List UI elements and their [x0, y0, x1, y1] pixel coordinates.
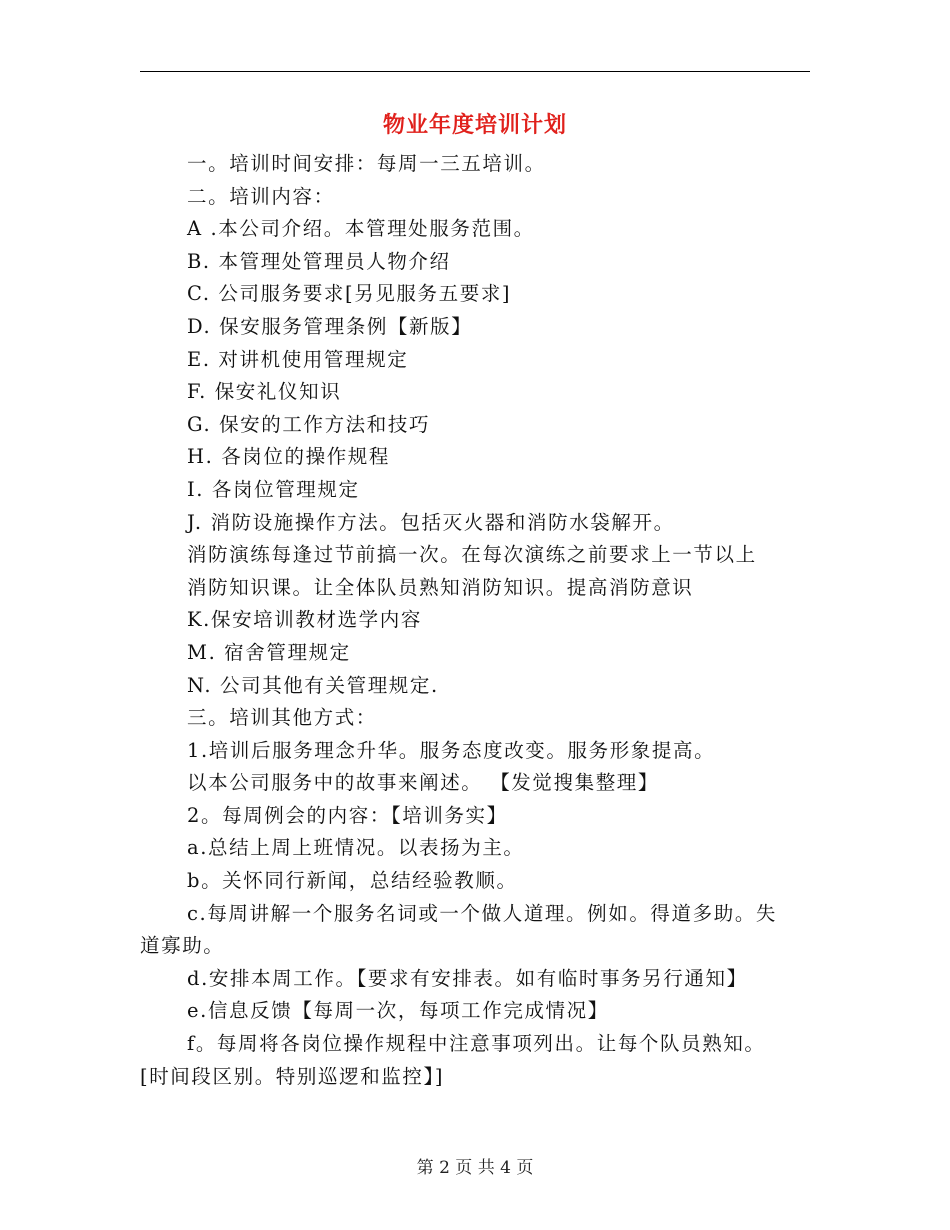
text-line: H. 各岗位的操作规程 — [187, 445, 391, 469]
text-line: 以本公司服务中的故事来阐述。 【发觉搜集整理】 — [187, 771, 659, 795]
text-line: E. 对讲机使用管理规定 — [187, 347, 409, 371]
text-line: I. 各岗位管理规定 — [187, 477, 360, 501]
text-line: F. 保安礼仪知识 — [187, 380, 342, 404]
text-line: N. 公司其他有关管理规定. — [187, 673, 439, 697]
text-line: e.信息反馈【每周一次，每项工作完成情况】 — [187, 999, 609, 1023]
text-line: f。每周将各岗位操作规程中注意事项列出。让每个队员熟知。 — [187, 1032, 766, 1056]
text-line: C. 公司服务要求[另见服务五要求] — [187, 282, 512, 306]
text-line: B. 本管理处管理员人物介绍 — [187, 249, 451, 273]
text-line: 2。每周例会的内容：【培训务实】 — [187, 803, 508, 827]
text-line: 道寡助。 — [140, 934, 225, 958]
document-title: 物业年度培训计划 — [382, 113, 567, 138]
text-line: [时间段区别。特别巡逻和监控】] — [140, 1064, 445, 1088]
text-line: M. 宿舍管理规定 — [187, 640, 351, 664]
text-line: G. 保安的工作方法和技巧 — [187, 412, 431, 436]
text-line: 消防演练每逢过节前搞一次。在每次演练之前要求上一节以上 — [187, 543, 757, 567]
text-line: 1.培训后服务理念升华。服务态度改变。服务形象提高。 — [187, 738, 716, 762]
text-line: D. 保安服务管理条例【新版】 — [187, 314, 473, 338]
text-line: c.每周讲解一个服务名词或一个做人道理。例如。得道多助。失 — [187, 901, 778, 925]
header-rule — [140, 71, 810, 72]
text-line: 一。培训时间安排：每周一三五培训。 — [187, 152, 546, 175]
text-line: 消防知识课。让全体队员熟知消防知识。提高消防意识 — [187, 575, 694, 599]
text-line: J. 消防设施操作方法。包括灭火器和消防水袋解开。 — [187, 510, 675, 534]
text-line: d.安排本周工作。【要求有安排表。如有临时事务另行通知】 — [187, 966, 748, 990]
document-body — [140, 148, 820, 1093]
text-line: K.保安培训教材选学内容 — [187, 608, 422, 632]
text-line: b。关怀同行新闻，总结经验教顺。 — [187, 869, 518, 893]
text-line: A .本公司介绍。本管理处服务范围。 — [187, 217, 535, 241]
text-line: a.总结上周上班情况。以表扬为主。 — [187, 836, 525, 860]
page-footer: 第 2 页 共 4 页 — [416, 1158, 534, 1178]
text-line: 三。培训其他方式： — [187, 706, 377, 730]
text-line: 二。培训内容： — [187, 184, 335, 208]
